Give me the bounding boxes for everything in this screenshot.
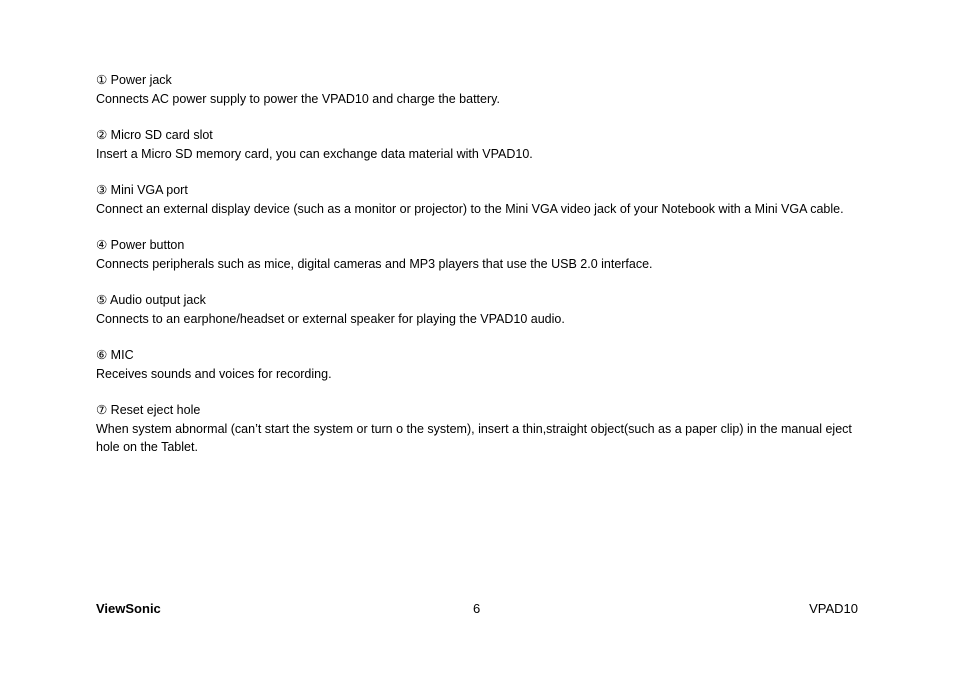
- item-description: When system abnormal (can’t start the system or turn o the system), insert a thin,straight object(such as a paper clip) in the manual eject hole on the Tablet.: [96, 421, 852, 454]
- item-title: ⑥ MIC: [96, 348, 134, 362]
- item-title: ① Power jack: [96, 73, 172, 87]
- item-title: ④ Power button: [96, 238, 185, 252]
- item-power-jack: [96, 71, 862, 108]
- item-power-button: [96, 236, 862, 273]
- item-description: Insert a Micro SD memory card, you can exchange data material with VPAD10.: [96, 146, 533, 161]
- item-description: Connects AC power supply to power the VPAD10 and charge the battery.: [96, 91, 500, 106]
- item-description: Receives sounds and voices for recording.: [96, 366, 332, 381]
- item-title: ⑦ Reset eject hole: [96, 403, 201, 417]
- item-title: ② Micro SD card slot: [96, 128, 213, 142]
- item-micro-sd-slot: [96, 126, 862, 163]
- document-body: [96, 71, 862, 475]
- page-footer: [96, 600, 858, 618]
- item-title: ⑤ Audio output jack: [96, 293, 206, 307]
- item-mic: [96, 346, 862, 383]
- page-number: 6: [473, 601, 481, 616]
- item-title: ③ Mini VGA port: [96, 183, 188, 197]
- footer-brand: ViewSonic: [96, 601, 161, 616]
- item-reset-eject-hole: [96, 401, 862, 457]
- item-description: Connects peripherals such as mice, digital cameras and MP3 players that use the USB 2.0 interface.: [96, 256, 653, 271]
- footer-model: VPAD10: [809, 601, 858, 616]
- item-description: Connect an external display device (such as a monitor or projector) to the Mini VGA video jack of your Notebook with a Mini VGA cable.: [96, 201, 844, 216]
- item-mini-vga-port: [96, 181, 862, 218]
- item-description: Connects to an earphone/headset or external speaker for playing the VPAD10 audio.: [96, 311, 565, 326]
- item-audio-output-jack: [96, 291, 862, 328]
